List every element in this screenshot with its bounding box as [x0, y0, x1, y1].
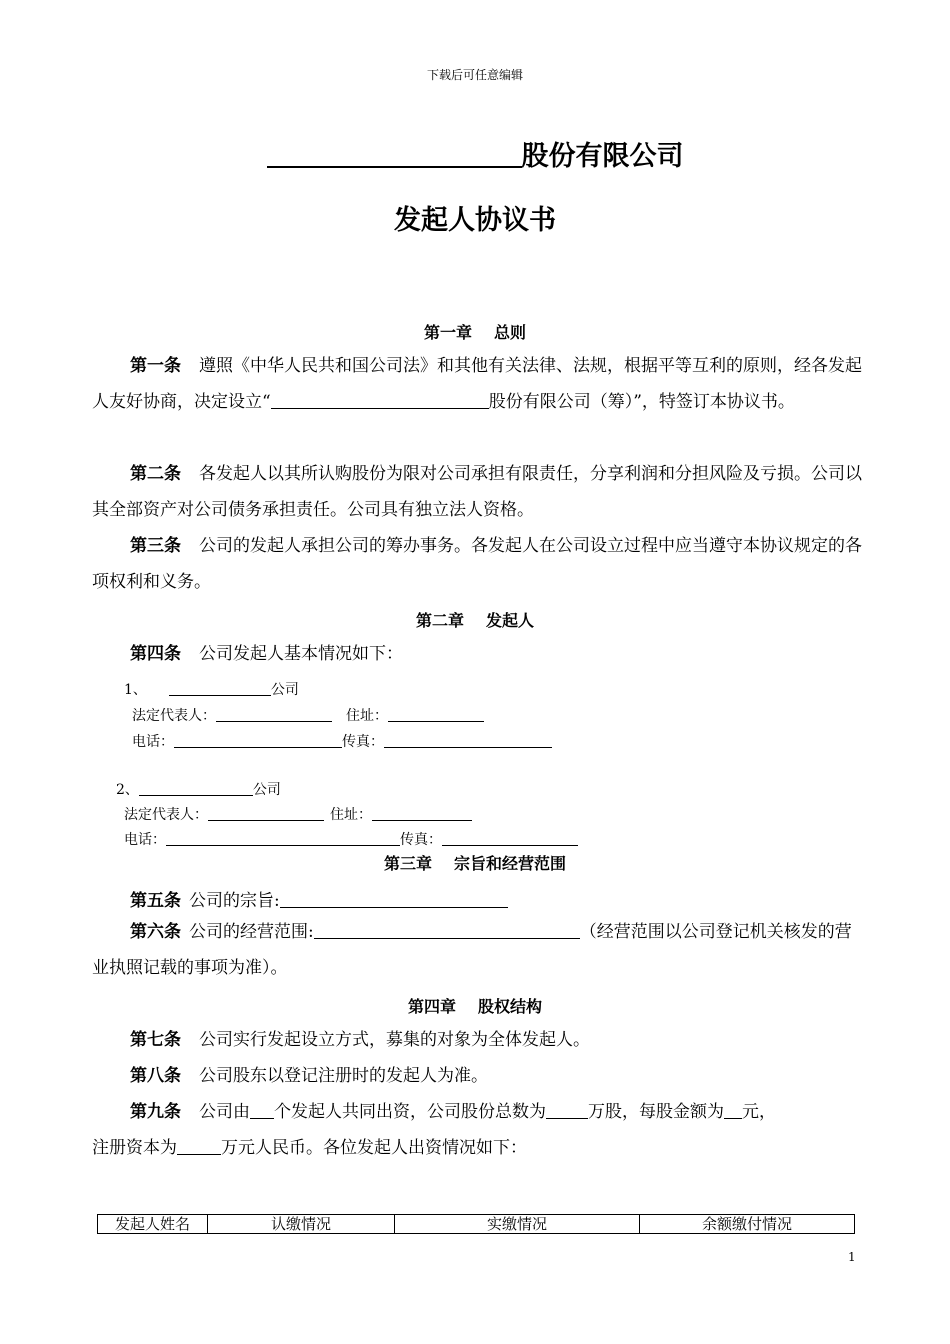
chapter-3-heading [0, 851, 950, 874]
company-name-blank[interactable] [271, 391, 489, 409]
article-text: 元， [742, 1102, 776, 1122]
fax-label: 传真： [400, 832, 442, 848]
article-label: 第六条 [130, 922, 181, 942]
article-text: 万元人民币。各位发起人出资情况如下： [221, 1138, 527, 1158]
article-label: 第八条 [130, 1066, 181, 1086]
article-3 [92, 528, 867, 600]
capital-contribution-table-header [97, 1214, 855, 1234]
chapter-number: 第三章 [383, 854, 432, 873]
total-shares-blank[interactable] [546, 1101, 588, 1119]
article-1 [92, 348, 867, 420]
founder-name-blank[interactable] [169, 678, 271, 696]
company-suffix: 股份有限公司 [521, 141, 684, 172]
table-header-cell: 余额缴付情况 [701, 1215, 792, 1233]
founder-company-suffix: 公司 [252, 782, 281, 798]
table-header-cell: 认缴情况 [208, 1215, 395, 1233]
company-name-blank[interactable] [267, 140, 522, 168]
table-header-cell: 实缴情况 [395, 1215, 640, 1233]
phone-label: 电话： [124, 832, 166, 848]
founder-1-name-line [124, 678, 299, 699]
chapter-2-heading [0, 608, 950, 631]
legal-rep-label: 法定代表人： [132, 708, 216, 724]
address-label: 住址： [330, 807, 372, 823]
article-text: 公司实行发起设立方式，募集的对象为全体发起人。 [199, 1030, 590, 1050]
article-text: 公司股东以登记注册时的发起人为准。 [199, 1066, 488, 1086]
founder-name-blank[interactable] [139, 778, 253, 796]
founder-company-suffix: 公司 [270, 682, 299, 698]
legal-rep-blank[interactable] [208, 803, 324, 821]
article-text: 公司的宗旨: [189, 891, 280, 911]
header-note: 下载后可任意编辑 [426, 68, 523, 82]
founder-2-contact-line [124, 828, 578, 849]
chapter-name: 宗旨和经营范围 [454, 854, 567, 873]
legal-rep-blank[interactable] [216, 704, 332, 722]
document-title: 发起人协议书 [394, 205, 556, 236]
article-2 [92, 456, 867, 528]
company-title [0, 134, 950, 173]
article-4 [92, 636, 867, 672]
article-text: 公司的经营范围: [189, 922, 314, 942]
article-label: 第四条 [130, 644, 181, 664]
article-label: 第五条 [130, 891, 181, 911]
article-7 [92, 1022, 867, 1058]
article-text: 遵照《中华人民共和国公司法》和其他有关法律、法规，根据平等互利的原则，经各发起人友好协商，决定设立“ [92, 356, 862, 412]
chapter-name: 发起人 [486, 611, 535, 630]
table-header-cell: 发起人姓名 [98, 1215, 208, 1233]
article-5 [130, 886, 508, 911]
article-label: 第二条 [130, 464, 181, 484]
article-9 [92, 1094, 867, 1166]
article-text: 注册资本为 [92, 1138, 177, 1158]
article-text: 公司的发起人承担公司的筹办事务。各发起人在公司设立过程中应当遵守本协议规定的各项权利和义务。 [92, 536, 862, 592]
article-text: 公司发起人基本情况如下： [199, 644, 403, 664]
fax-blank[interactable] [384, 730, 552, 748]
address-blank[interactable] [372, 803, 472, 821]
phone-blank[interactable] [174, 730, 342, 748]
article-label: 第七条 [130, 1030, 181, 1050]
legal-rep-label: 法定代表人： [124, 807, 208, 823]
founder-index: 1、 [124, 682, 147, 698]
article-text: 公司由 [199, 1102, 250, 1122]
founder-2-rep-line [124, 803, 472, 824]
chapter-4-heading [0, 994, 950, 1017]
article-text: 个发起人共同出资，公司股份总数为 [274, 1102, 546, 1122]
article-label: 第一条 [130, 356, 181, 376]
phone-blank[interactable] [166, 828, 400, 846]
chapter-name: 总则 [494, 323, 527, 342]
purpose-blank[interactable] [280, 890, 508, 908]
article-text: 各发起人以其所认购股份为限对公司承担有限责任，分享利润和分担风险及亏损。公司以其全部资产对公司债务承担责任。公司具有独立法人资格。 [92, 464, 862, 520]
share-price-blank[interactable] [724, 1101, 742, 1119]
page-number: 1 [848, 1250, 856, 1264]
article-text: 股份有限公司（筹）”，特签订本协议书。 [488, 392, 795, 412]
founder-index: 2、 [116, 782, 139, 798]
registered-capital-blank[interactable] [177, 1137, 221, 1155]
chapter-number: 第一章 [423, 323, 472, 342]
article-text: 万股，每股金额为 [588, 1102, 724, 1122]
business-scope-blank[interactable] [314, 921, 580, 939]
founder-1-rep-line [132, 704, 484, 725]
address-blank[interactable] [388, 704, 484, 722]
chapter-number: 第二章 [415, 611, 464, 630]
article-label: 第三条 [130, 536, 181, 556]
founder-1-contact-line [132, 730, 552, 751]
address-label: 住址： [346, 708, 388, 724]
article-8 [92, 1058, 867, 1094]
fax-label: 传真： [342, 734, 384, 750]
article-label: 第九条 [130, 1102, 181, 1122]
founder-count-blank[interactable] [250, 1101, 274, 1119]
article-6 [92, 914, 867, 986]
chapter-number: 第四章 [407, 997, 456, 1016]
article-text: （经营范围以公司登记机关核发的营业执照记载的事项为准）。 [92, 922, 852, 978]
chapter-1-heading [0, 320, 950, 343]
fax-blank[interactable] [442, 828, 578, 846]
chapter-name: 股权结构 [478, 997, 543, 1016]
phone-label: 电话： [132, 734, 174, 750]
founder-2-name-line [116, 778, 281, 799]
